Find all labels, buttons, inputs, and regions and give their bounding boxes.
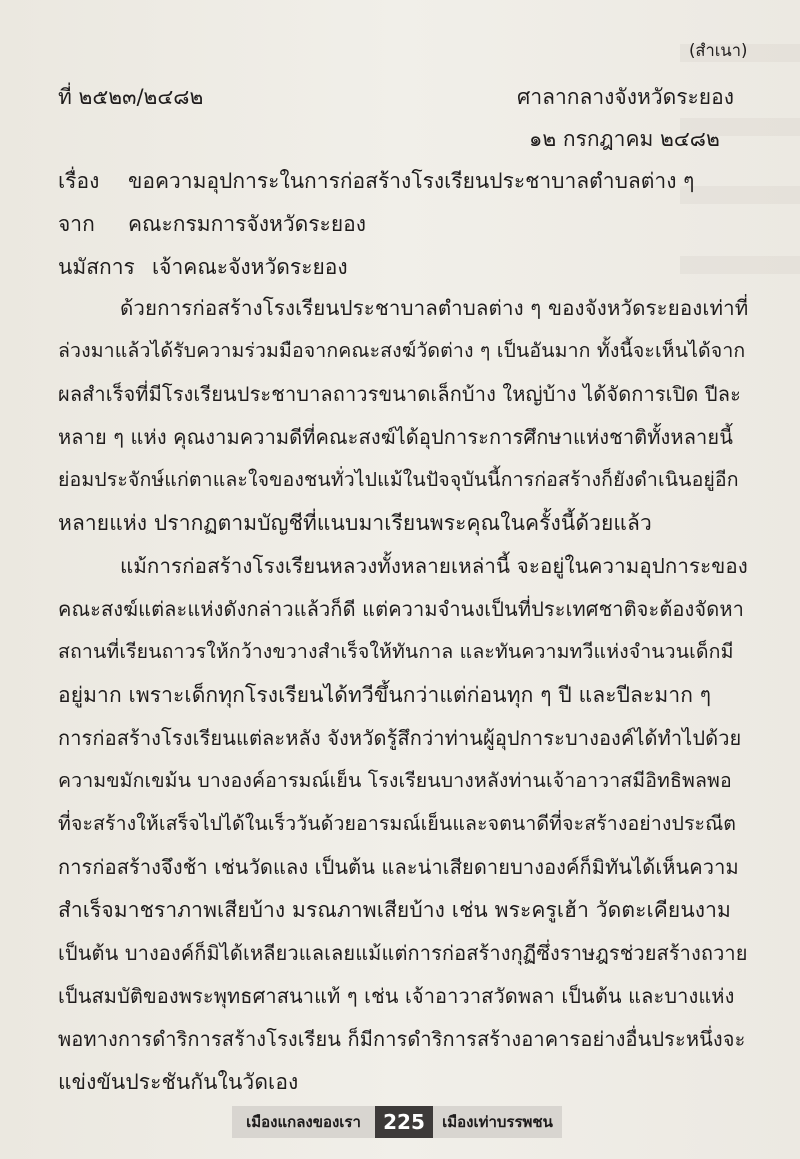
issuer-office: ศาลากลางจังหวัดระยอง [517,85,734,109]
body-line: ล่วงมาแล้วได้รับความร่วมมือจากคณะสงฆ์วัดต่าง ๆ เป็นอันมาก ทั้งนี้จะเห็นได้จาก [58,339,746,362]
body-line: ย่อมประจักษ์แก่ตาและใจของชนทั่วไปแม้ในปัจจุบันนี้การก่อสร้างก็ยังดำเนินอยู่อีก [58,468,739,491]
body-line: แม้การก่อสร้างโรงเรียนหลวงทั้งหลายเหล่านี้ จะอยู่ในความอุปการะของ [120,554,748,578]
copy-mark: (สำเนา) [689,41,748,60]
page-footer [0,1100,800,1142]
subject-text: ขอความอุปการะในการก่อสร้างโรงเรียนประชาบาลตำบลต่าง ๆ [128,169,695,193]
body-line: หลาย ๆ แห่ง คุณงามความดีที่คณะสงฆ์ได้อุปการะการศึกษาแห่งชาติทั้งหลายนี้ [58,425,733,449]
body-line: อยู่มาก เพราะเด็กทุกโรงเรียนได้ทวีขึ้นกว่าแต่ก่อนทุก ๆ ปี และปีละมาก ๆ [58,683,712,707]
footer-book-title-left: เมืองแกลงของเรา [232,1106,375,1138]
bleed-through-mark [680,256,800,274]
body-line: เป็นสมบัติของพระพุทธศาสนาแท้ ๆ เช่น เจ้าอาวาสวัดพลา เป็นต้น และบางแห่ง [58,984,735,1008]
reference-number: ที่ ๒๕๒๓/๒๔๘๒ [58,85,204,109]
body-line: แข่งขันประชันกันในวัดเอง [58,1070,299,1094]
body-line: การก่อสร้างโรงเรียนแต่ละหลัง จังหวัดรู้สึกว่าท่านผู้อุปการะบางองค์ได้ทำไปด้วย [58,726,742,750]
body-line: สำเร็จมาชราภาพเสียบ้าง มรณภาพเสียบ้าง เช่น พระครูเฮ้า วัดตะเคียนงาม [58,898,731,922]
body-line: ผลสำเร็จที่มีโรงเรียนประชาบาลถาวรขนาดเล็กบ้าง ใหญ่บ้าง ได้จัดการเปิด ปีละ [58,382,741,406]
body-line: ความขมักเขม้น บางองค์อารมณ์เย็น โรงเรียนบางหลังท่านเจ้าอาวาสมีอิทธิพลพอ [58,769,732,792]
body-line: ที่จะสร้างให้เสร็จไปได้ในเร็ววันด้วยอารมณ์เย็นและจตนาดีที่จะสร้างอย่างประณีต [58,812,737,835]
body-line: ด้วยการก่อสร้างโรงเรียนประชาบาลตำบลต่าง ๆ ของจังหวัดระยองเท่าที่ [120,296,749,320]
from-text: คณะกรมการจังหวัดระยอง [128,212,366,236]
page-number: 225 [375,1106,433,1138]
body-line: เป็นต้น บางองค์ก็มิได้เหลียวแลเลยแม้แต่การก่อสร้างกุฏีซึ่งราษฎรช่วยสร้างถวาย [58,941,748,965]
letter-date: ๑๒ กรกฎาคม ๒๔๘๒ [529,127,720,151]
body-line: พอทางการดำริการสร้างโรงเรียน ก็มีการดำริการสร้างอาคารอย่างอื่นประหนึ่งจะ [58,1027,746,1051]
salutation-label: นมัสการ [58,255,135,279]
bleed-through-mark [680,186,800,204]
salutation-recipient: เจ้าคณะจังหวัดระยอง [152,255,348,279]
footer-book-title-right: เมืองเท่าบรรพชน [433,1106,562,1138]
body-line: การก่อสร้างจึงช้า เช่นวัดแลง เป็นต้น และน่าเสียดายบางองค์ก็มิทันได้เห็นความ [58,855,739,879]
from-label: จาก [58,212,95,236]
body-line: หลายแห่ง ปรากฏตามบัญชีที่แนบมาเรียนพระคุณในครั้งนี้ด้วยแล้ว [58,511,652,535]
subject-label: เรื่อง [58,169,100,193]
body-line: คณะสงฆ์แต่ละแห่งดังกล่าวแล้วก็ดี แต่ความจำนงเป็นที่ประเทศชาติจะต้องจัดหา [58,597,744,621]
body-line: สถานที่เรียนถาวรให้กว้างขวางสำเร็จให้ทันกาล และทันความทวีแห่งจำนวนเด็กมี [58,640,734,663]
